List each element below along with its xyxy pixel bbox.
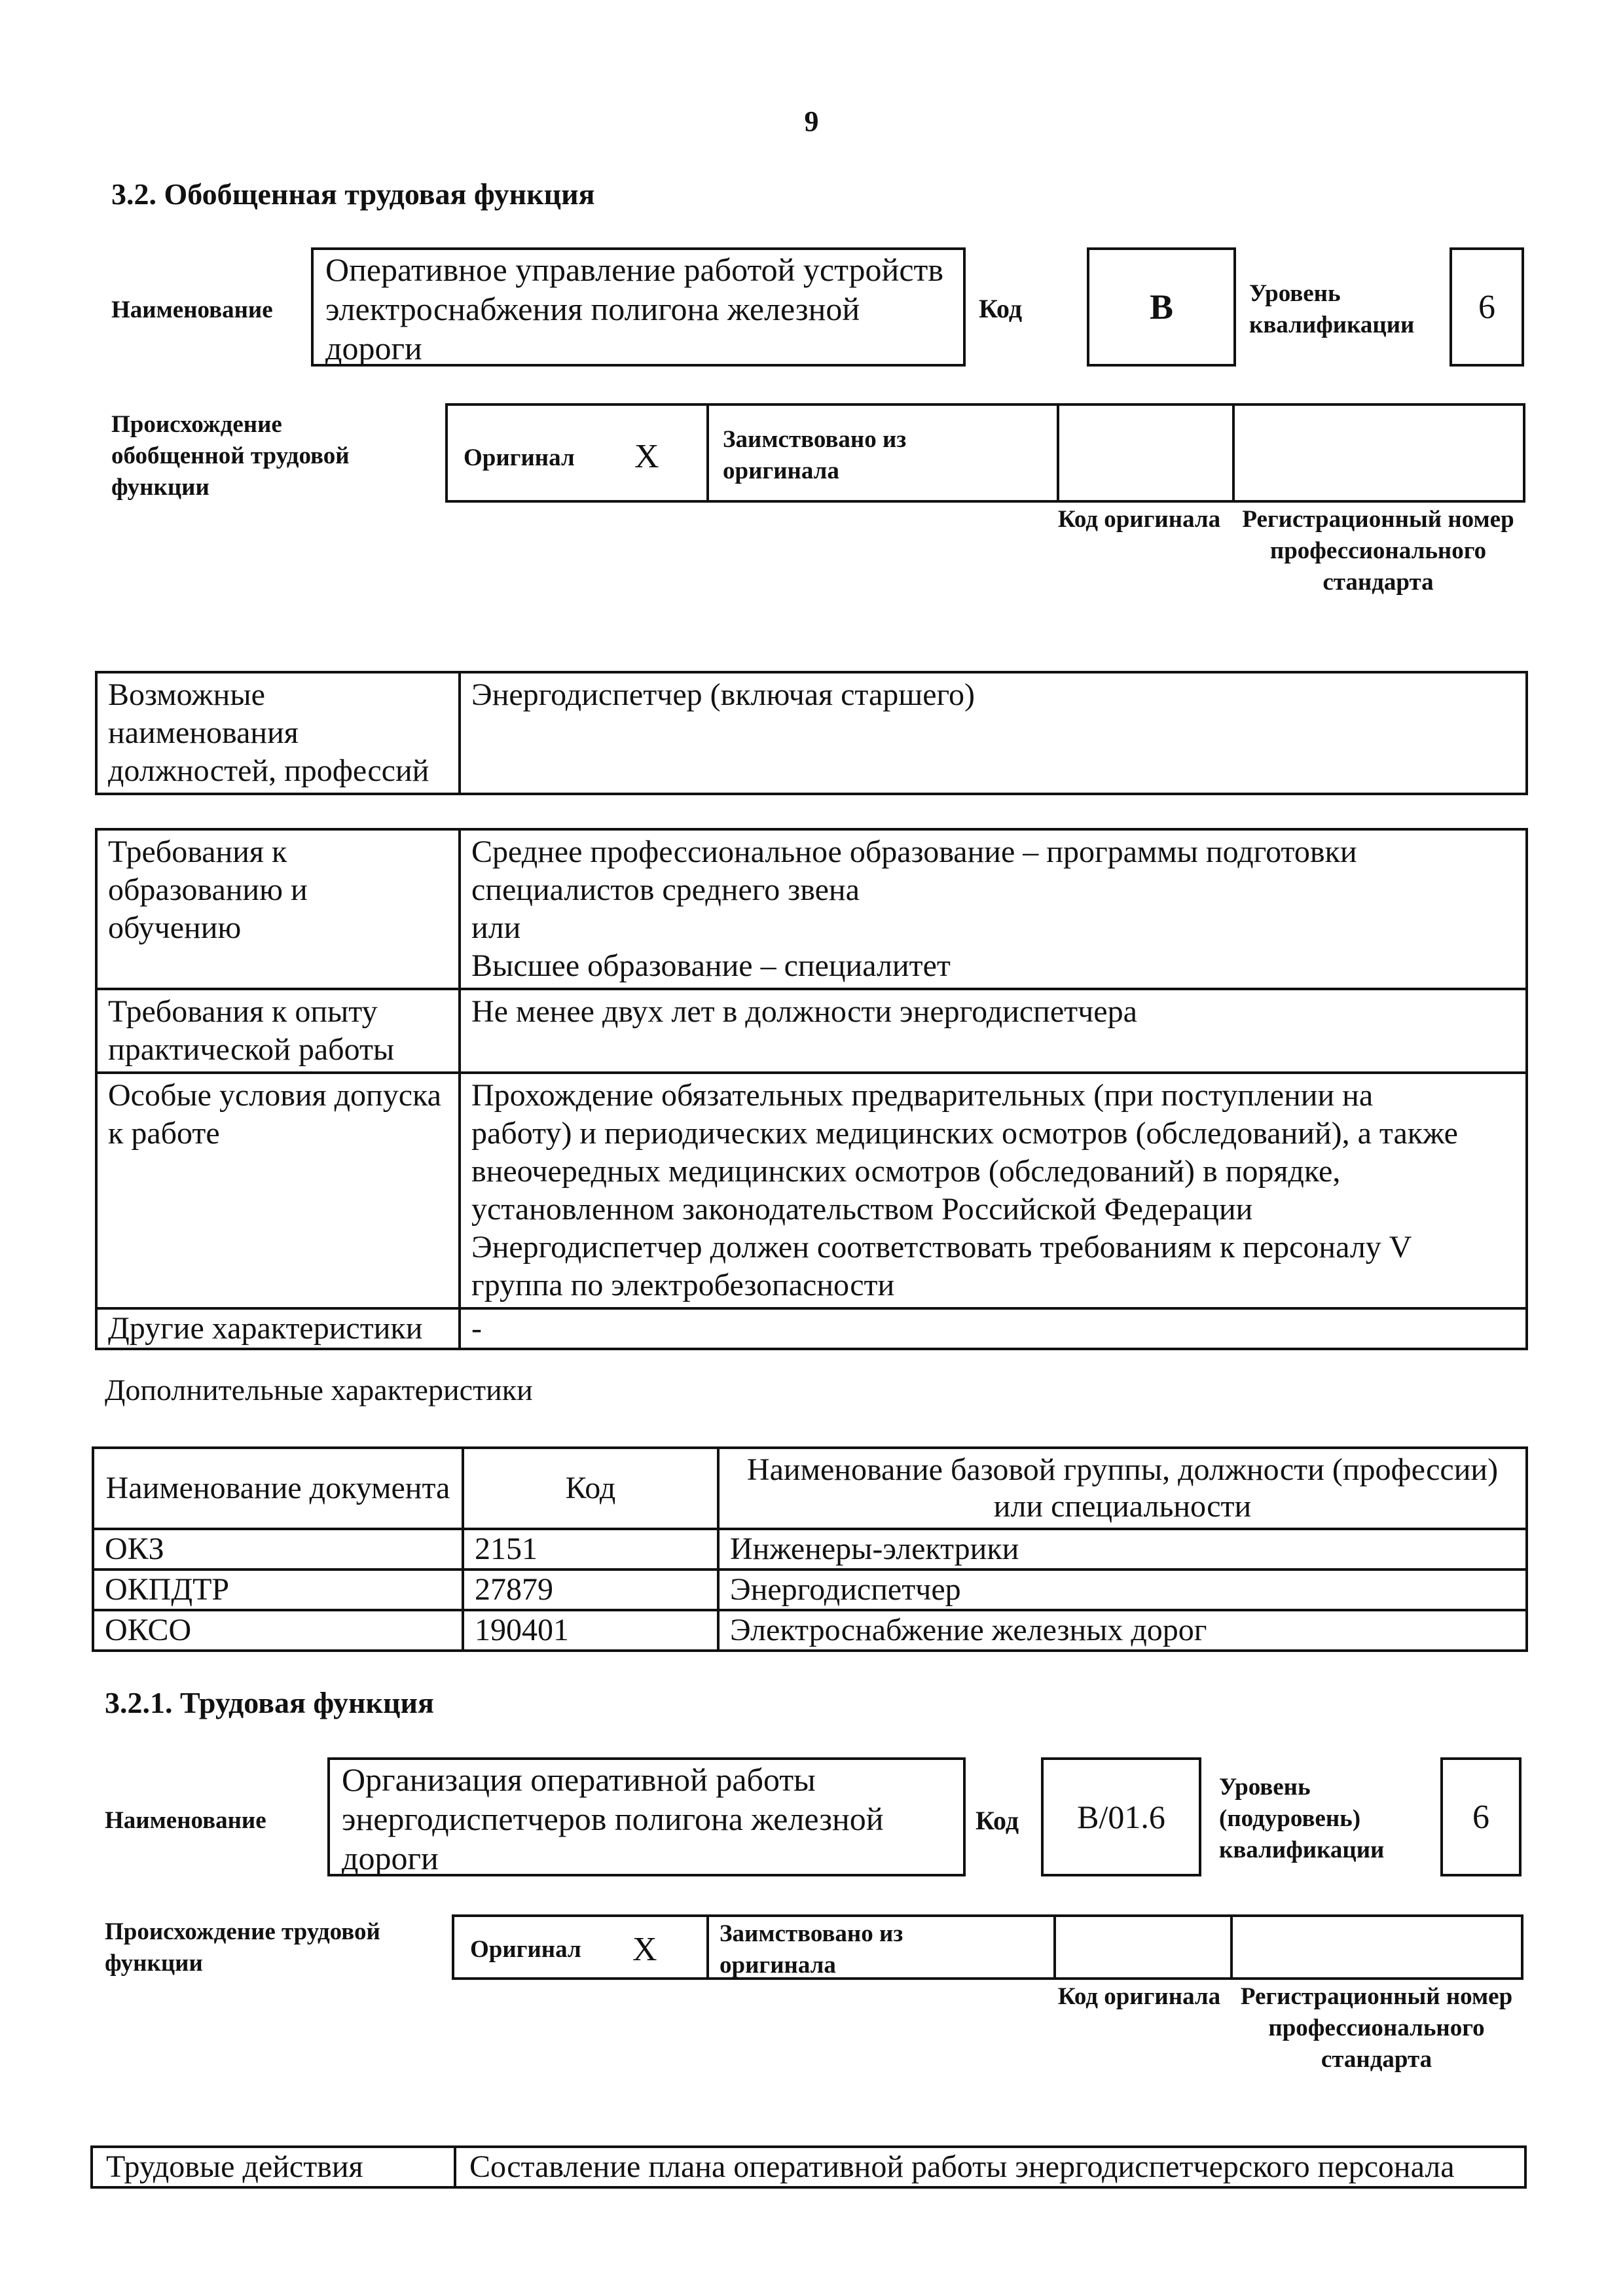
origin-box — [452, 1914, 1523, 1980]
text-line: Прохождение обязательных предварительных (при поступлении на — [471, 1078, 1374, 1113]
name-label: Наименование — [105, 1807, 266, 1834]
function-name-box — [327, 1757, 966, 1876]
table-cell: ОКПДТР — [93, 1570, 463, 1610]
original-mark: X — [632, 1931, 657, 1968]
text-line: установленном законодательством Российской Федерации — [471, 1192, 1253, 1227]
level-label: Уровень (подуровень) квалификации — [1219, 1774, 1385, 1863]
function-title: 3.2.1. Трудовая функция — [105, 1686, 434, 1719]
divider — [706, 1917, 709, 1977]
other-label: Другие характеристики — [96, 1308, 460, 1349]
divider — [1232, 406, 1235, 500]
education-value — [460, 829, 1527, 989]
table-cell: Энергодиспетчер — [718, 1570, 1527, 1610]
code-value: B/01.6 — [1077, 1799, 1165, 1835]
admission-value — [460, 1073, 1527, 1308]
table-cell: 2151 — [463, 1529, 718, 1570]
divider — [1053, 1917, 1056, 1977]
original-label: Оригинал — [464, 444, 575, 471]
code-box — [1087, 247, 1236, 367]
text-line: Не менее двух лет в должности энергодиспетчера — [471, 994, 1137, 1029]
level-value: 6 — [1472, 1798, 1489, 1836]
original-label: Оригинал — [470, 1936, 581, 1963]
positions-table — [95, 671, 1528, 795]
admission-label: Особые условия допуска к работе — [96, 1073, 460, 1308]
table-cell: Инженеры-электрики — [718, 1529, 1527, 1570]
header-group: Наименование базовой группы, должности (профессии) или специальности — [718, 1448, 1527, 1529]
table-cell: ОКЗ — [93, 1529, 463, 1570]
positions-value: Энергодиспетчер (включая старшего) — [460, 672, 1527, 794]
reg-number-label: Регистрационный номер профессионального стандарта — [1242, 506, 1514, 596]
other-value — [460, 1308, 1527, 1349]
text-line: Энергодиспетчер должен соответствовать требованиям к персоналу V — [471, 1230, 1412, 1265]
positions-label: Возможные наименования должностей, профессий — [96, 672, 460, 794]
code-value: B — [1149, 287, 1174, 327]
level-label: Уровень квалификации — [1249, 280, 1415, 338]
text-line: группа по электробезопасности — [471, 1268, 895, 1302]
code-box — [1041, 1757, 1201, 1876]
text-line: Высшее образование – специалитет — [471, 948, 951, 983]
section-title: 3.2. Обобщенная трудовая функция — [111, 177, 595, 211]
education-label: Требования к образованию и обучению — [96, 829, 460, 989]
requirements-table — [95, 828, 1528, 1350]
code-label: Код — [976, 1806, 1019, 1835]
reg-number-label: Регистрационный номер профессионального стандарта — [1240, 1983, 1513, 2073]
code-original-label: Код оригинала — [1057, 506, 1221, 533]
additional-table — [92, 1446, 1528, 1652]
text-line: - — [471, 1311, 482, 1346]
text-line: Среднее профессиональное образование – программы подготовки — [471, 834, 1357, 869]
divider — [1057, 406, 1059, 500]
borrowed-label: Заимствовано из оригинала — [720, 1920, 903, 1979]
header-document: Наименование документа — [93, 1448, 463, 1529]
page-number: 9 — [804, 105, 819, 137]
function-name-value: Оперативное управление работой устройств электроснабжения полигона железной дороги — [325, 251, 943, 367]
additional-title: Дополнительные характеристики — [105, 1373, 533, 1407]
divider — [1230, 1917, 1233, 1977]
divider — [706, 406, 709, 500]
table-cell: Электроснабжение железных дорог — [718, 1610, 1527, 1651]
header-code: Код — [463, 1448, 718, 1529]
origin-box — [445, 403, 1525, 503]
borrowed-label: Заимствовано из оригинала — [723, 426, 907, 484]
text-line: работу) и периодических медицинских осмотров (обследований), а также — [471, 1116, 1458, 1151]
actions-value: Составление плана оперативной работы энергодиспетчерского персонала — [455, 2147, 1525, 2187]
text-line: специалистов среднего звена — [471, 872, 860, 907]
level-box — [1450, 247, 1524, 367]
name-label: Наименование — [111, 296, 273, 323]
level-box — [1440, 1757, 1522, 1876]
table-cell: 190401 — [463, 1610, 718, 1651]
function-name-box — [311, 247, 966, 367]
level-value: 6 — [1478, 288, 1495, 326]
table-cell: ОКСО — [93, 1610, 463, 1651]
original-mark: X — [634, 438, 659, 475]
experience-label: Требования к опыту практической работы — [96, 989, 460, 1073]
actions-label: Трудовые действия — [92, 2147, 455, 2187]
origin-label: Происхождение трудовой функции — [105, 1918, 380, 1977]
code-label: Код — [979, 294, 1023, 323]
function-name-value: Организация оперативной работы энергодиспетчеров полигона железной дороги — [342, 1761, 884, 1876]
code-original-label: Код оригинала — [1057, 1983, 1221, 2010]
actions-table — [90, 2145, 1527, 2189]
experience-value — [460, 989, 1527, 1073]
text-line: внеочередных медицинских осмотров (обследований) в порядке, — [471, 1154, 1341, 1189]
text-line: или — [471, 910, 521, 945]
table-cell: 27879 — [463, 1570, 718, 1610]
origin-label: Происхождение обобщенной трудовой функции — [111, 411, 350, 501]
